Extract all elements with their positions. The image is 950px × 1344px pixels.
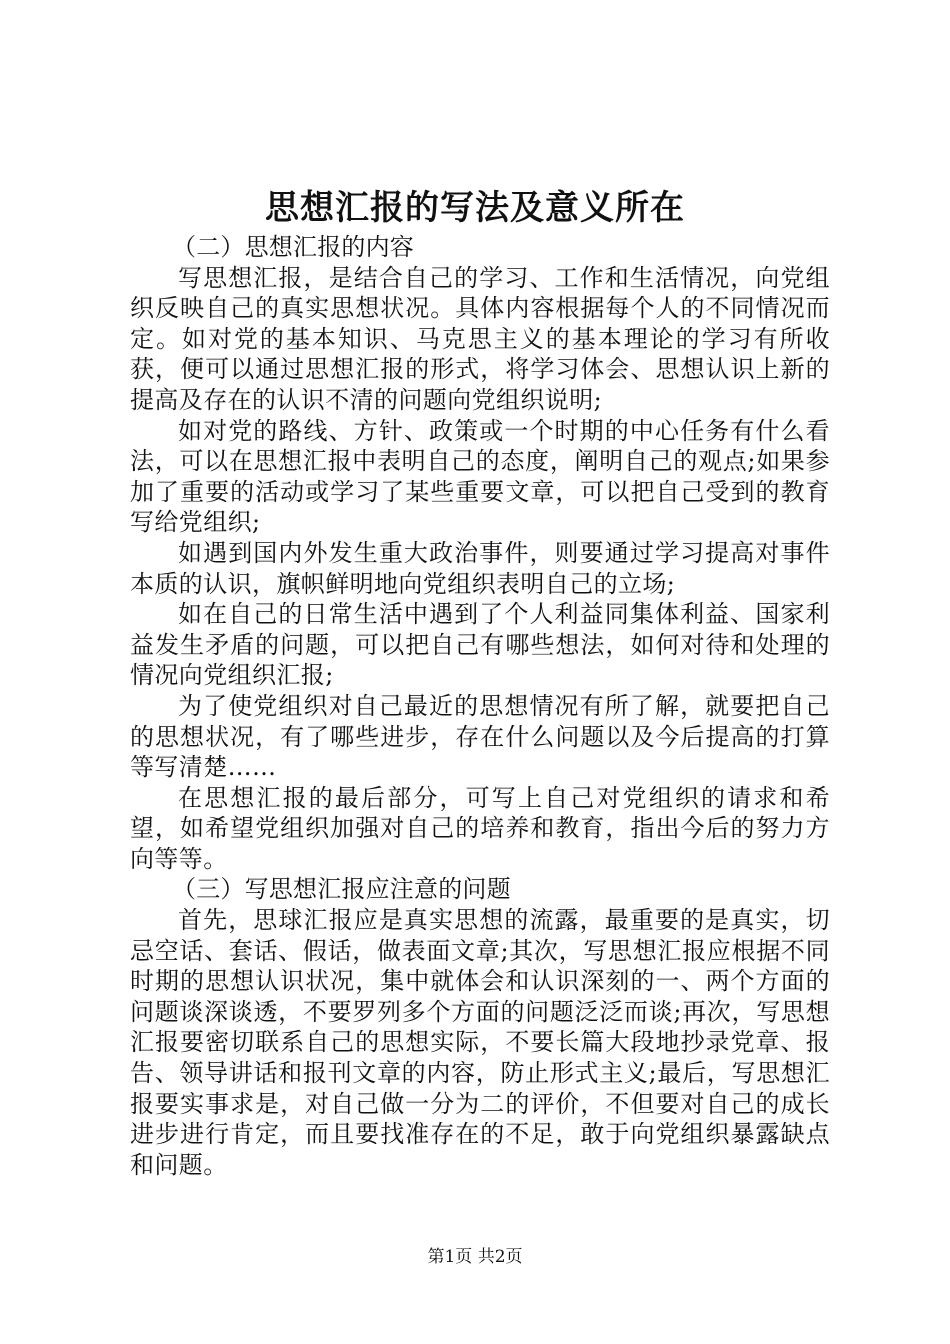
page-footer: 第1页 共2页 [427,1247,523,1267]
paragraph-5: 为了使党组织对自己最近的思想情况有所了解，就要把自己的思想状况，有了哪些进步，存在什么问题以及今后提高的打算等写清楚…… [130,691,830,782]
paragraph-1: 写思想汇报，是结合自己的学习、工作和生活情况，向党组织反映自己的真实思想状况。具体内容根据每个人的不同情况而定。如对党的基本知识、马克思主义的基本理论的学习有所收获，便可以通过思想汇报的形式，将学习体会、思想认识上新的提高及存在的认识不清的问题向党组织说明; [130,263,830,414]
paragraph-3: 如遇到国内外发生重大政治事件，则要通过学习提高对事件本质的认识，旗帜鲜明地向党组织表明自己的立场; [130,538,830,598]
paragraph-6: 在思想汇报的最后部分，可写上自己对党组织的请求和希望，如希望党组织加强对自己的培养和教育，指出今后的努力方向等等。 [130,783,830,873]
paragraph-2: 如对党的路线、方针、政策或一个时期的中心任务有什么看法，可以在思想汇报中表明自己的态度，阐明自己的观点;如果参加了重要的活动或学习了某些重要文章，可以把自己受到的教育写给党组织; [130,416,830,537]
paragraph-4: 如在自己的日常生活中遇到了个人利益同集体利益、国家利益发生矛盾的问题，可以把自己有哪些想法，如何对待和处理的情况向党组织汇报; [130,600,830,690]
document-title: 思想汇报的写法及意义所在 [265,188,685,228]
section-heading-2: （二）思想汇报的内容 [172,233,414,261]
paragraph-7: 首先，思球汇报应是真实思想的流露，最重要的是真实，切忌空话、套话、假话，做表面文章;其次，写思想汇报应根据不同时期的思想认识状况，集中就体会和认识深刻的一、两个方面的问题谈深谈透，不要罗列多个方面的问题泛泛而谈;再次，写思想汇报要密切联系自己的思想实际，不要长篇大段地抄录党章、报告、领导讲话和报刊文章的内容，防止形式主义;最后，写思想汇报要实事求是，对自己做一分为二的评价，不但要对自己的成长进步进行肯定，而且要找准存在的不足，敢于向党组织暴露缺点和问题。 [130,906,830,1179]
section-heading-3: （三）写思想汇报应注意的问题 [172,875,511,904]
document-body [130,232,830,1180]
